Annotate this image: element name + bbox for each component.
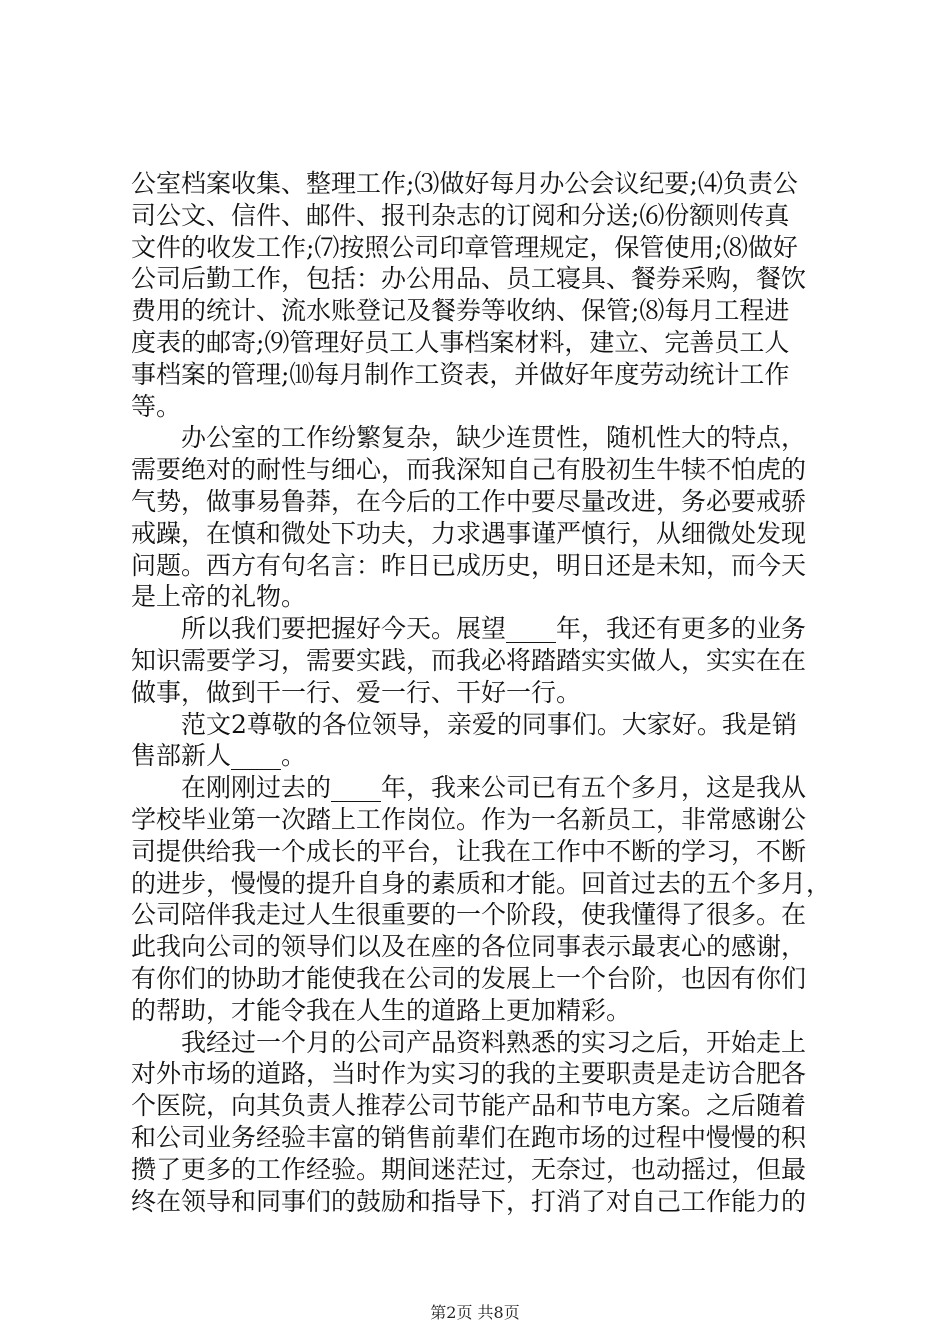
text-line: 知识需要学习，需要实践，而我必将踏踏实实做人，实实在在 <box>131 645 807 675</box>
text-line: 办公室的工作纷繁复杂，缺少连贯性，随机性大的特点， <box>131 423 807 453</box>
text-line: 文件的收发工作;⑺按照公司印章管理规定，保管使用;⑻做好 <box>131 232 798 262</box>
text-line: 戒躁，在慎和微处下功夫，力求遇事谨严慎行，从细微处发现 <box>131 518 807 548</box>
text-line: 所以我们要把握好今天。展望____年，我还有更多的业务 <box>131 614 807 644</box>
text-line: 对外市场的道路，当时作为实习的我的主要职责是走访合肥各 <box>131 1059 807 1089</box>
text-line: 公司后勤工作，包括：办公用品、员工寝具、餐券采购，餐饮 <box>131 264 807 294</box>
text-line: 事档案的管理;⑽每月制作工资表，并做好年度劳动统计工作 <box>131 359 790 389</box>
text-line: 个医院，向其负责人推荐公司节能产品和节电方案。之后随着 <box>131 1091 807 1121</box>
text-line: 的帮助，才能令我在人生的道路上更加精彩。 <box>131 995 632 1025</box>
text-line: 气势，做事易鲁莽，在今后的工作中要尽量改进，务必要戒骄 <box>131 486 807 516</box>
text-line: 我经过一个月的公司产品资料熟悉的实习之后，开始走上 <box>131 1027 807 1057</box>
text-line: 司提供给我一个成长的平台，让我在工作中不断的学习，不断 <box>131 836 807 866</box>
text-line: 公室档案收集、整理工作;⑶做好每月办公会议纪要;⑷负责公 <box>131 169 798 198</box>
page-footer <box>0 1300 950 1323</box>
text-line: 终在领导和同事们的鼓励和指导下，打消了对自己工作能力的 <box>131 1186 807 1216</box>
text-line: 攒了更多的工作经验。期间迷茫过，无奈过，也动摇过，但最 <box>131 1154 807 1184</box>
text-line: 需要绝对的耐性与细心，而我深知自己有股初生牛犊不怕虎的 <box>131 455 807 485</box>
text-line: 学校毕业第一次踏上工作岗位。作为一名新员工，非常感谢公 <box>131 804 807 834</box>
text-line: 度表的邮寄;⑼管理好员工人事档案材料，建立、完善员工人 <box>131 327 790 357</box>
text-line: 司公文、信件、邮件、报刊杂志的订阅和分送;⑹份额则传真 <box>131 200 790 230</box>
text-line: 等。 <box>131 391 182 421</box>
text-line: 费用的统计、流水账登记及餐券等收纳、保管;⑻每月工程进 <box>131 296 790 326</box>
page-number-label: 第2页 共8页 <box>430 1303 520 1322</box>
text-line: 做事，做到干一行、爱一行、干好一行。 <box>131 677 582 707</box>
text-line: 在刚刚过去的____年，我来公司已有五个多月，这是我从 <box>131 773 807 803</box>
text-line: 此我向公司的领导们以及在座的各位同事表示最衷心的感谢， <box>131 932 807 962</box>
document-body <box>131 168 831 1217</box>
text-line: 的进步，慢慢的提升自身的素质和才能。回首过去的五个多月， <box>131 868 832 898</box>
text-line: 售部新人____。 <box>131 741 307 771</box>
text-line: 范文2尊敬的各位领导，亲爱的同事们。大家好。我是销 <box>131 709 797 739</box>
text-line: 问题。西方有句名言：昨日已成历史，明日还是未知，而今天 <box>131 550 807 580</box>
text-line: 公司陪伴我走过人生很重要的一个阶段，使我懂得了很多。在 <box>131 900 807 930</box>
text-line: 和公司业务经验丰富的销售前辈们在跑市场的过程中慢慢的积 <box>131 1122 807 1152</box>
text-line: 有你们的协助才能使我在公司的发展上一个台阶，也因有你们 <box>131 963 807 993</box>
text-line: 是上帝的礼物。 <box>131 582 307 612</box>
